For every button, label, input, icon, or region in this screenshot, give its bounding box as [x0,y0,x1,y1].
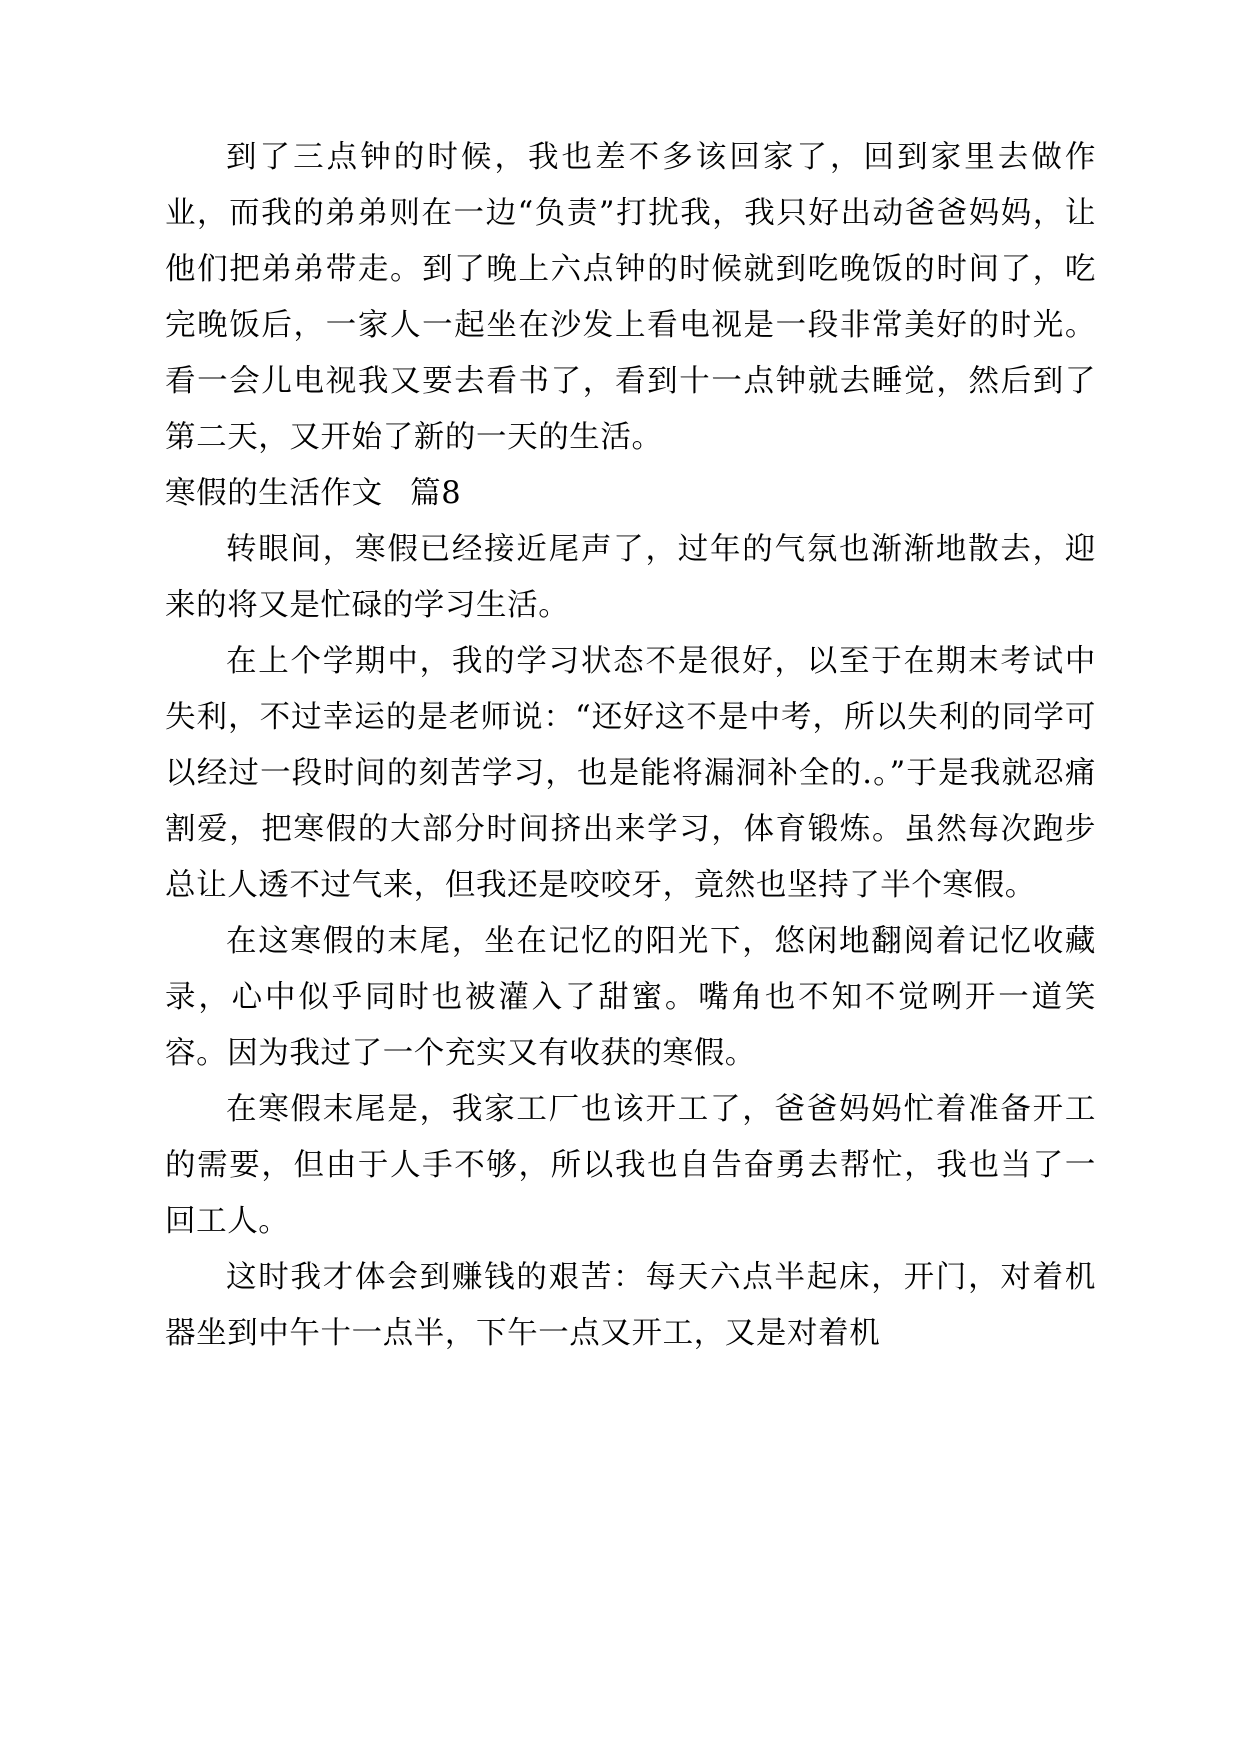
paragraph-earning-money: 这时我才体会到赚钱的艰苦：每天六点半起床，开门，对着机器坐到中午十一点半，下午一点又开工，又是对着机 [165,1260,1096,1351]
paragraph-last-semester: 在上个学期中，我的学习状态不是很好，以至于在期末考试中失利，不过幸运的是老师说：“还好这不是中考，所以失利的同学可以经过一段时间的刻苦学习，也是能将漏洞补全的.。”于是我就忍痛割爱，把寒假的大部分时间挤出来学习，体育锻炼。虽然每次跑步总让人透不过气来，但我还是咬咬牙，竟然也坚持了半个寒假。 [165,644,1096,903]
paragraph-factory-work: 在寒假末尾是，我家工厂也该开工了，爸爸妈妈忙着准备开工的需要，但由于人手不够，所以我也自告奋勇去帮忙，我也当了一回工人。 [165,1092,1096,1239]
document-body [165,130,1096,1362]
essay-heading-title: 寒假的生活作文 [165,476,383,511]
paragraph-day-routine: 到了三点钟的时候，我也差不多该回家了，回到家里去做作业，而我的弟弟则在一边“负责”打扰我，我只好出动爸爸妈妈，让他们把弟弟带走。到了晚上六点钟的时候就到吃晚饭的时间了，吃完晚饭后，一家人一起坐在沙发上看电视是一段非常美好的时光。看一会儿电视我又要去看书了，看到十一点钟就去睡觉，然后到了第二天，又开始了新的一天的生活。 [165,140,1096,455]
paragraph-memory-sunshine: 在这寒假的末尾，坐在记忆的阳光下，悠闲地翻阅着记忆收藏录，心中似乎同时也被灌入了甜蜜。嘴角也不知不觉咧开一道笑容。因为我过了一个充实又有收获的寒假。 [165,924,1096,1071]
essay-heading [165,466,1096,522]
essay-heading-number: 篇8 [410,476,462,511]
paragraph-holiday-ending: 转眼间，寒假已经接近尾声了，过年的气氛也渐渐地散去，迎来的将又是忙碌的学习生活。 [165,532,1096,623]
